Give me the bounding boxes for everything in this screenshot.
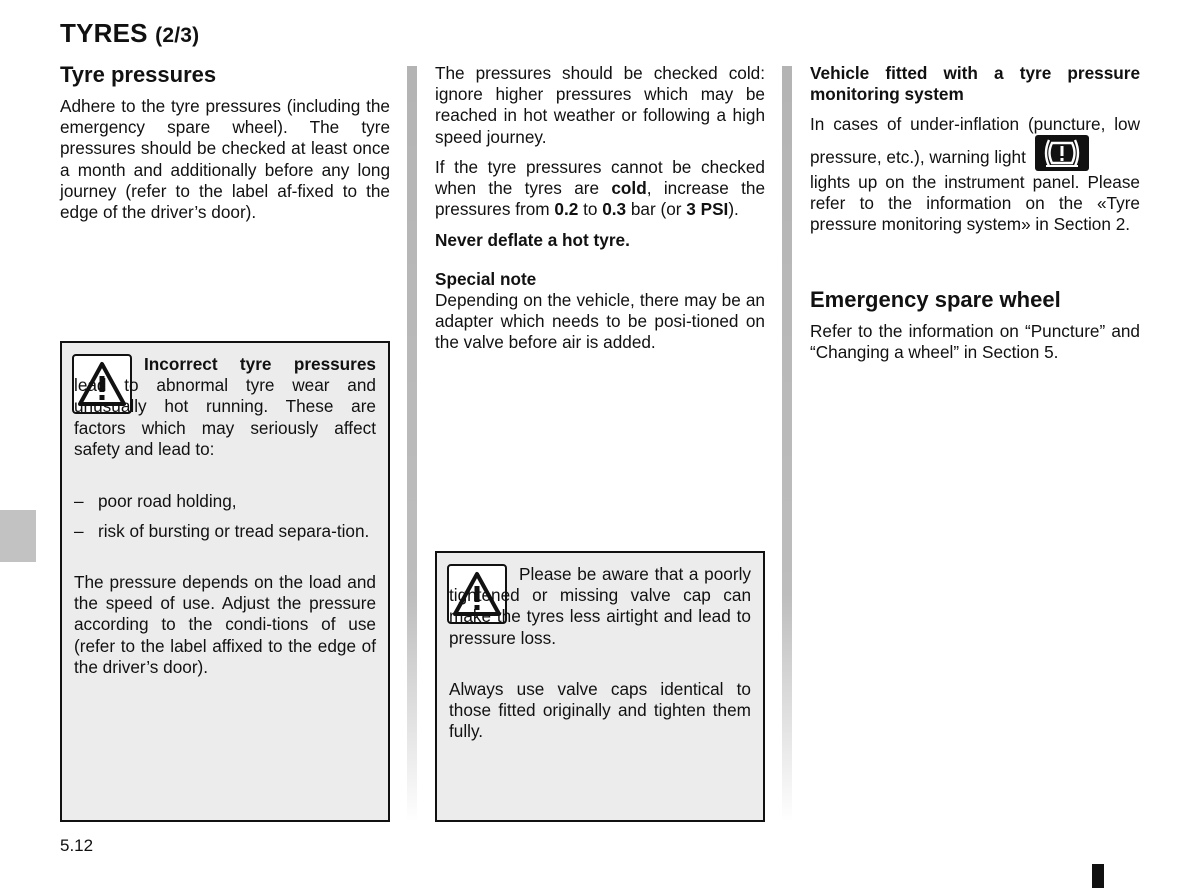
special-note-heading: Special note: [435, 269, 537, 289]
section-heading-tyre-pressures: Tyre pressures: [60, 62, 217, 87]
page-title: [60, 18, 199, 49]
cold-check-paragraph: The pressures should be checked cold: ignore higher pressures which may be reached in hot weather or following a high speed journey.: [435, 63, 765, 147]
title-part: (2/3): [155, 24, 200, 47]
bold-value-1: 0.2: [554, 199, 579, 220]
tpms-paragraph-b: lights up on the instrument panel. Please refer to the information on the «Tyre pressure monitoring system» in Section 2.: [810, 172, 1140, 235]
valve-cap-advice-text: Always use valve caps identical to those fitted originally and tighten them fully.: [449, 679, 751, 742]
tpms-paragraph-a: In cases of under-inflation (puncture, low pressure, etc.), warning light: [810, 114, 1140, 171]
valve-cap-warning-text: Please be aware that a poorly tightened or missing valve cap can make the tyres less airtight and lead to pressure loss.: [449, 564, 751, 648]
bullet-text: poor road holding,: [98, 491, 237, 511]
warning-box-valve-caps: [435, 551, 765, 822]
tyre-pressure-warning-light-icon: [1035, 135, 1089, 171]
warning-outro: The pressure depends on the load and the speed of use. Adjust the pressure according to the condi-tions of use (refer to the label affixed to the edge of the driver’s door).: [74, 572, 376, 677]
list-item: – risk of bursting or tread separa-tion.: [74, 521, 376, 542]
list-item: – poor road holding,: [74, 491, 376, 512]
tpms-heading: Vehicle fitted with a tyre pressure monitoring system: [810, 63, 1140, 105]
warning-text-intro: [74, 354, 376, 460]
column-separator-1: [407, 66, 417, 822]
bold-value-2: 0.3: [602, 199, 627, 220]
section-tab: [0, 510, 36, 562]
never-deflate-note: Never deflate a hot tyre.: [435, 230, 630, 250]
page-end-marker: [1092, 864, 1104, 888]
bold-value-psi: 3 PSI: [686, 199, 729, 220]
section-heading-emergency-spare-wheel: Emergency spare wheel: [810, 287, 1061, 312]
warning-lead-rest: lead to abnormal tyre wear and unusually hot running. These are factors which may seriously affect safety and lead to:: [74, 375, 376, 459]
spare-wheel-paragraph: Refer to the information on “Puncture” and “Changing a wheel” in Section 5.: [810, 321, 1140, 363]
warning-box-incorrect-pressures: [60, 341, 390, 822]
bold-cold: cold: [611, 178, 647, 199]
tyre-pressures-intro: Adhere to the tyre pressures (including the emergency spare wheel). The tyre pressures should be checked at least once a month and additionally before any long journey (refer to the label af-fixed to the edge of the driver’s door).: [60, 96, 390, 223]
bullet-text: risk of bursting or tread separa-tion.: [98, 521, 370, 541]
pressure-increase-paragraph: If the tyre pressures cannot be checked when the tyres are cold, increase the pressures from 0.2 to 0.3 bar (or 3 PSI).: [435, 157, 766, 220]
warning-lead-bold: Incorrect tyre pressures: [144, 354, 376, 374]
title-main: TYRES: [60, 18, 148, 48]
column-separator-2: [782, 66, 792, 822]
page-number: 5.12: [60, 836, 94, 855]
special-note-text: Depending on the vehicle, there may be an adapter which needs to be posi-tioned on the valve before air is added.: [435, 290, 765, 353]
